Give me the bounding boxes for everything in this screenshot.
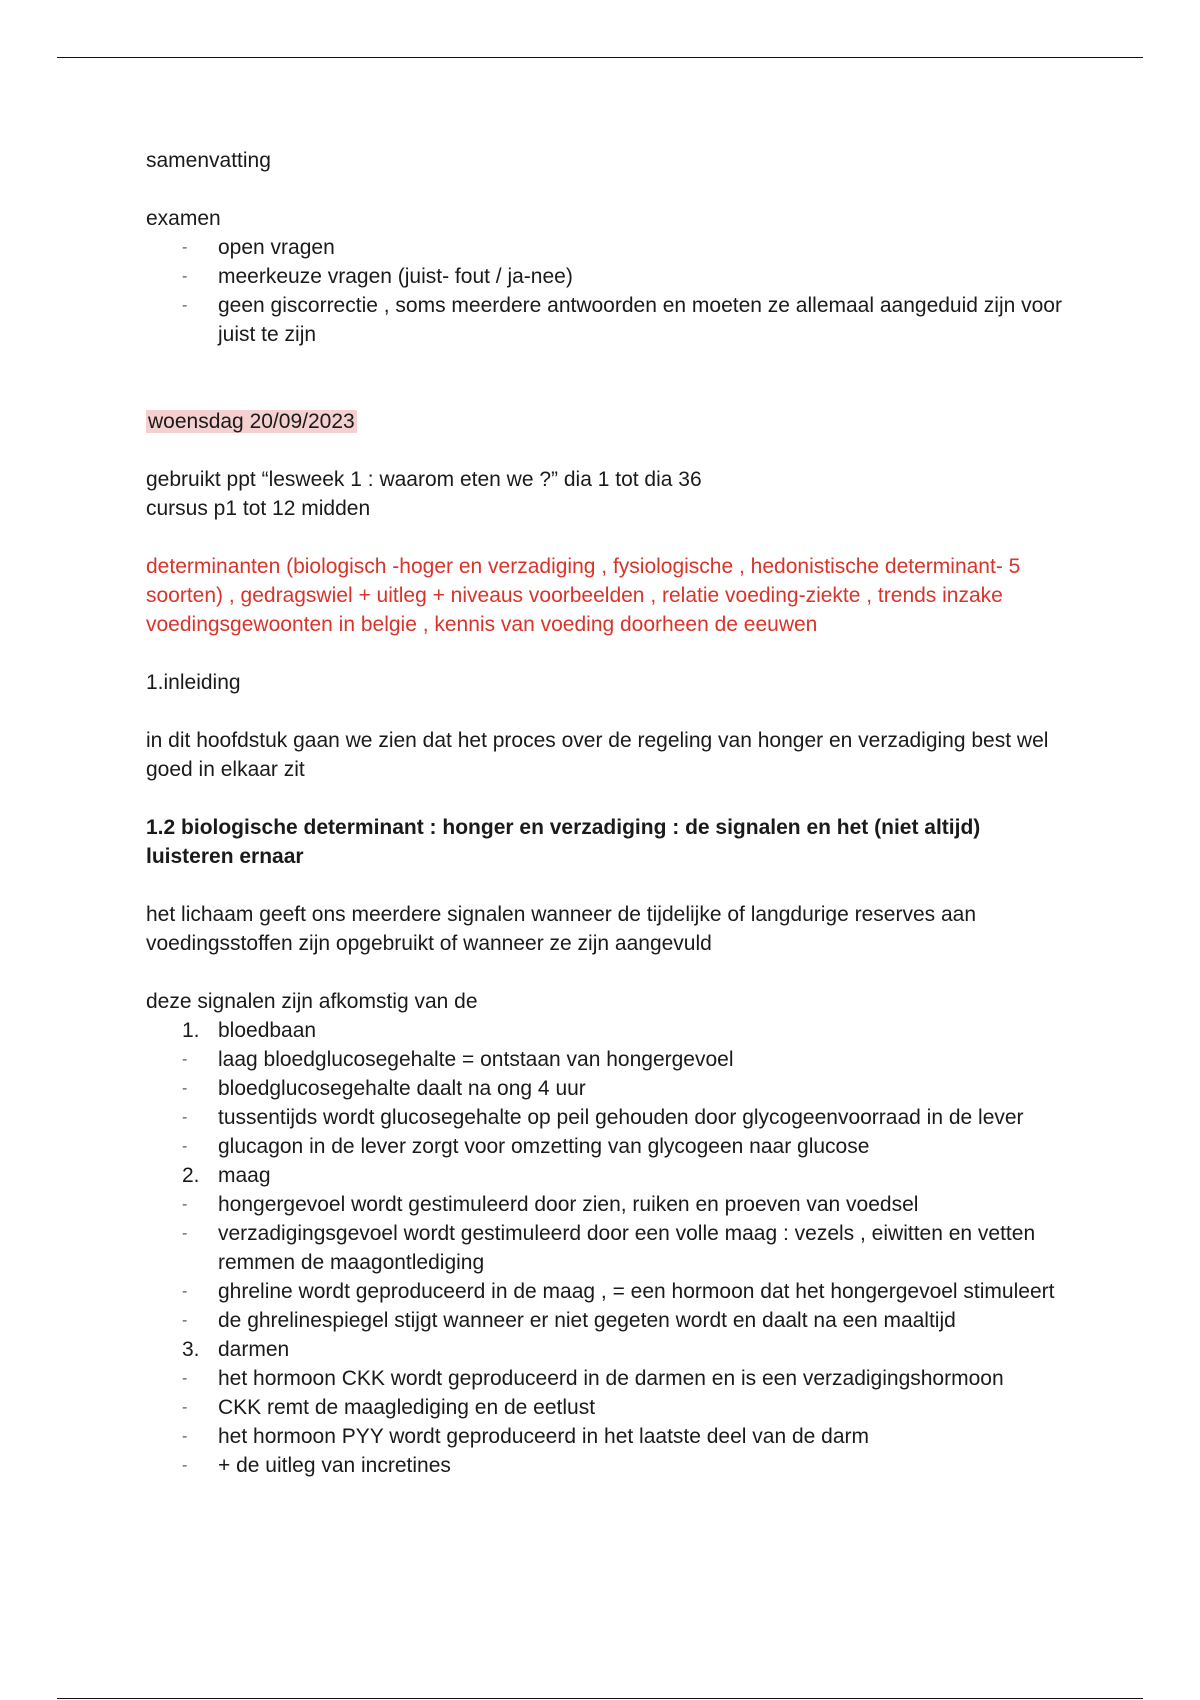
topics-paragraph: determinanten (biologisch -hoger en verzadiging , fysiologische , hedonistische determinant- 5 soorten) , gedragswiel + uitleg + niveaus voorbeelden , relatie voeding-ziekte , trends inzake voedingsgewoonten in belgie , kennis van voeding doorheen de eeuwen — [146, 555, 1021, 636]
signal-group-2 — [146, 1161, 1066, 1190]
date-highlight: woensdag 20/09/2023 — [148, 410, 355, 433]
list-item: - CKK remt de maaglediging en de eetlust — [146, 1393, 1066, 1422]
intro-heading: 1.inleiding — [146, 671, 241, 694]
signal-group-3 — [146, 1335, 1066, 1364]
numbered-item — [146, 1161, 1066, 1190]
item-number: 3. — [182, 1338, 200, 1361]
list-item: - glucagon in de lever zorgt voor omzetting van glycogeen naar glucose — [146, 1132, 1066, 1161]
intro-text: in dit hoofdstuk gaan we zien dat het proces over de regeling van honger en verzadiging best wel goed in elkaar zit — [146, 729, 1049, 781]
list-item: - hongergevoel wordt gestimuleerd door zien, ruiken en proeven van voedsel — [146, 1190, 1066, 1219]
doc-title: samenvatting — [146, 149, 271, 172]
document-body — [146, 146, 1066, 1480]
sources-line-1: gebruikt ppt “lesweek 1 : waarom eten we ?” dia 1 tot dia 36 — [146, 468, 702, 491]
list-item: - ghreline wordt geproduceerd in de maag , = een hormoon dat het hongergevoel stimuleert — [146, 1277, 1066, 1306]
sources-line-2: cursus p1 tot 12 midden — [146, 497, 371, 520]
section-paragraph: het lichaam geeft ons meerdere signalen wanneer de tijdelijke of langdurige reserves aan voedingsstoffen zijn opgebruikt of wanneer ze zijn aangevuld — [146, 903, 977, 955]
item-label: maag — [218, 1164, 271, 1187]
item-label: bloedbaan — [218, 1019, 317, 1042]
list-item: - tussentijds wordt glucosegehalte op peil gehouden door glycogeenvoorraad in de lever — [146, 1103, 1066, 1132]
signal-group-1 — [146, 1016, 1066, 1045]
list-item: - open vragen — [146, 233, 1066, 262]
list-item: - bloedglucosegehalte daalt na ong 4 uur — [146, 1074, 1066, 1103]
list-item: - meerkeuze vragen (juist- fout / ja-nee) — [146, 262, 1066, 291]
list-item: - geen giscorrectie , soms meerdere antwoorden en moeten ze allemaal aangeduid zijn voor juist te zijn — [146, 291, 1066, 349]
item-number: 1. — [182, 1019, 200, 1042]
top-rule — [57, 57, 1143, 58]
item-number: 2. — [182, 1164, 200, 1187]
signal-list-1 — [146, 1045, 1066, 1161]
list-item: - het hormoon PYY wordt geproduceerd in het laatste deel van de darm — [146, 1422, 1066, 1451]
exam-list — [146, 233, 1066, 349]
list-item: - verzadigingsgevoel wordt gestimuleerd door een volle maag : vezels , eiwitten en vetten remmen de maagontlediging — [146, 1219, 1066, 1277]
date-label — [146, 407, 1066, 436]
bottom-rule — [57, 1698, 1143, 1699]
list-item: - + de uitleg van incretines — [146, 1451, 1066, 1480]
exam-heading: examen — [146, 207, 221, 230]
list-item: - het hormoon CKK wordt geproduceerd in de darmen en is een verzadigingshormoon — [146, 1364, 1066, 1393]
list-item: - de ghrelinespiegel stijgt wanneer er niet gegeten wordt en daalt na een maaltijd — [146, 1306, 1066, 1335]
numbered-item — [146, 1335, 1066, 1364]
signal-list-3 — [146, 1364, 1066, 1480]
list-item: - laag bloedglucosegehalte = ontstaan van hongergevoel — [146, 1045, 1066, 1074]
item-label: darmen — [218, 1338, 290, 1361]
signals-intro: deze signalen zijn afkomstig van de — [146, 990, 478, 1013]
numbered-item — [146, 1016, 1066, 1045]
signal-list-2 — [146, 1190, 1066, 1335]
section-heading: 1.2 biologische determinant : honger en verzadiging : de signalen en het (niet altijd) luisteren ernaar — [146, 816, 981, 868]
